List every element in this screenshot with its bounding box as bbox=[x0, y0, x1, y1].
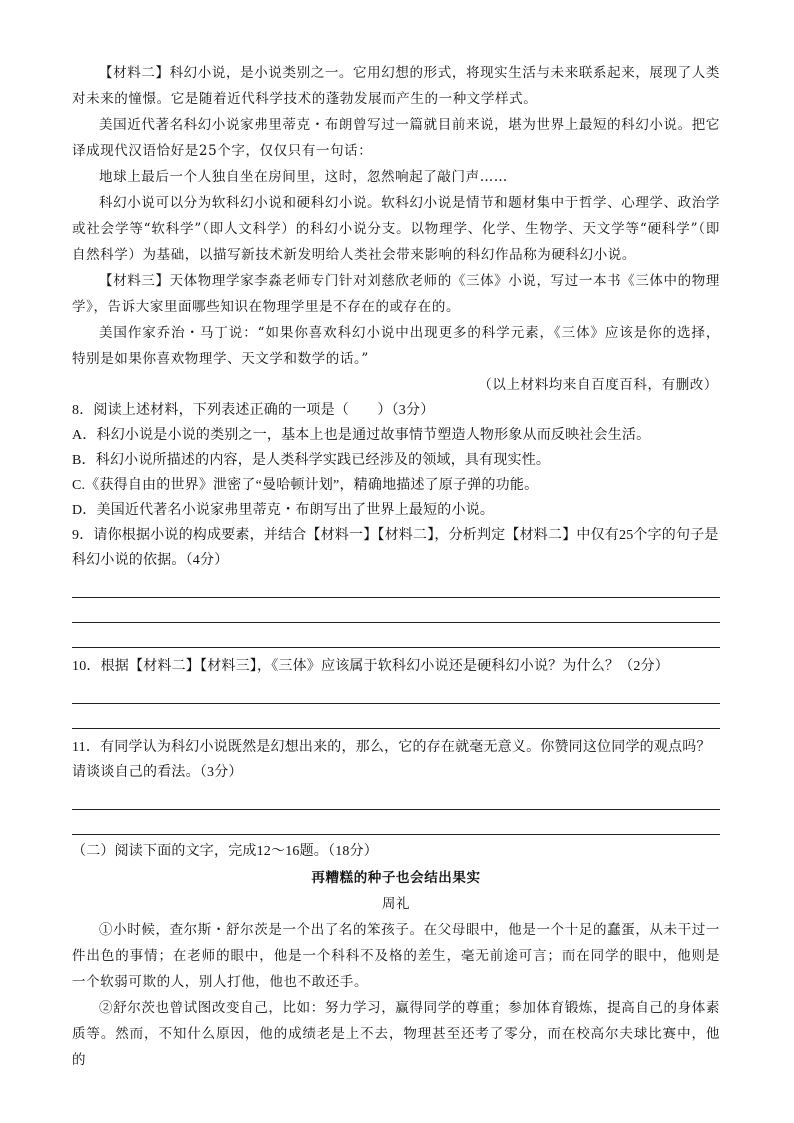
material-two-intro: 【材料二】科幻小说，是小说类别之一。它用幻想的形式，将现实生活与未来联系起来，展现了人类对未来的憧憬。它是随着近代科学技术的蓬勃发展而产生的一种文学样式。 bbox=[72, 65, 720, 107]
question-8-option-a[interactable]: A．科幻小说是小说的类别之一，基本上也是通过故事情节塑造人物形象从而反映社会生活。 bbox=[72, 428, 651, 443]
question-10-stem: 10．根据【材料二】【材料三】，《三体》应该属于软科幻小说还是硬科幻小说？为什么？（2分） bbox=[72, 659, 669, 674]
material-three-intro: 【材料三】天体物理学家李淼老师专门针对刘慈欣老师的《三体》小说，写过一本书《三体中的物理学》，告诉大家里面哪些知识在物理学里是不存在的或存在的。 bbox=[72, 273, 720, 315]
question-11 bbox=[72, 735, 720, 835]
question-8-stem: 8．阅读上述材料，下列表述正确的一项是（ ）（3分） bbox=[72, 403, 435, 418]
question-8-option-b[interactable]: B．科幻小说所描述的内容，是人类科学实践已经涉及的领域，具有现实性。 bbox=[72, 453, 551, 468]
article-paragraph-1: ①小时候，查尔斯・舒尔茨是一个出了名的笨孩子。在父母眼中，他是一个十足的蠢蛋，从未干过一件出色的事情；在老师的眼中，他是一个科科不及格的差生，毫无前途可言；而在同学的眼中，他则是一个软弱可欺的人，别人打他，他也不敢还手。 bbox=[72, 922, 720, 990]
question-8-option-d[interactable]: D．美国近代著名小说家弗里蒂克・布朗写出了世界上最短的小说。 bbox=[72, 503, 495, 518]
question-10 bbox=[72, 654, 720, 729]
question-11-stem: 11．有同学认为科幻小说既然是幻想出来的，那么，它的存在就毫无意义。你赞同这位同学的观点吗？请谈谈自己的看法。（3分） bbox=[72, 740, 711, 780]
material-source-note: （以上材料均来自百度百科，有删改） bbox=[478, 377, 718, 393]
exam-page bbox=[72, 60, 720, 1073]
section-two bbox=[72, 839, 720, 865]
question-9-stem: 9．请你根据小说的构成要素，并结合【材料一】【材料二】，分析判定【材料二】中仅有25个字的句子是科幻小说的依据。（4分） bbox=[72, 528, 719, 568]
answer-line[interactable] bbox=[72, 679, 720, 704]
shortest-story-quote: 地球上最后一个人独自坐在房间里，这时，忽然响起了敲门声…… bbox=[99, 169, 508, 185]
answer-line[interactable] bbox=[72, 810, 720, 835]
answer-line[interactable] bbox=[72, 704, 720, 729]
answer-line[interactable] bbox=[72, 785, 720, 810]
answer-line[interactable] bbox=[72, 573, 720, 598]
material-two-classification: 科幻小说可以分为软科幻小说和硬科幻小说。软科幻小说是情节和题材集中于哲学、心理学、政治学或社会学等“软科学”（即人文科学）的科幻小说分支。以物理学、化学、生物学、天文学等“硬科学”（即自然科学）为基础，以描写新技术新发明给人类社会带来影响的科幻作品称为硬科幻小说。 bbox=[72, 195, 720, 263]
article-paragraph-2: ②舒尔茨也曾试图改变自己，比如：努力学习，赢得同学的尊重；参加体育锻炼，提高自己的身体素质等。然而，不知什么原因，他的成绩老是上不去，物理甚至还考了零分，而在校高尔夫球比赛中，他的 bbox=[72, 1000, 720, 1068]
article-title: 再糟糕的种子也会结出果实 bbox=[311, 870, 481, 886]
question-8 bbox=[72, 398, 720, 523]
material-three-quote: 美国作家乔治・马丁说：“如果你喜欢科幻小说中出现更多的科学元素，《三体》应该是你的选择，特别是如果你喜欢物理学、天文学和数学的话。” bbox=[72, 325, 720, 367]
material-two-shortest-story: 美国近代著名科幻小说家弗里蒂克・布朗曾写过一篇就目前来说，堪为世界上最短的科幻小说。把它译成现代汉语恰好是25个字，仅仅只有一句话： bbox=[72, 117, 720, 159]
answer-line[interactable] bbox=[72, 598, 720, 623]
answer-line[interactable] bbox=[72, 623, 720, 648]
section-two-header: （二）阅读下面的文字，完成12～16题。（18分） bbox=[72, 844, 378, 859]
article-author: 周礼 bbox=[381, 896, 411, 912]
question-8-option-c[interactable]: C.《获得自由的世界》泄密了“曼哈顿计划”，精确地描述了原子弹的功能。 bbox=[72, 478, 539, 493]
question-9 bbox=[72, 523, 720, 648]
material-three bbox=[72, 268, 720, 398]
material-two bbox=[72, 60, 720, 268]
section-two-article bbox=[72, 865, 720, 1073]
